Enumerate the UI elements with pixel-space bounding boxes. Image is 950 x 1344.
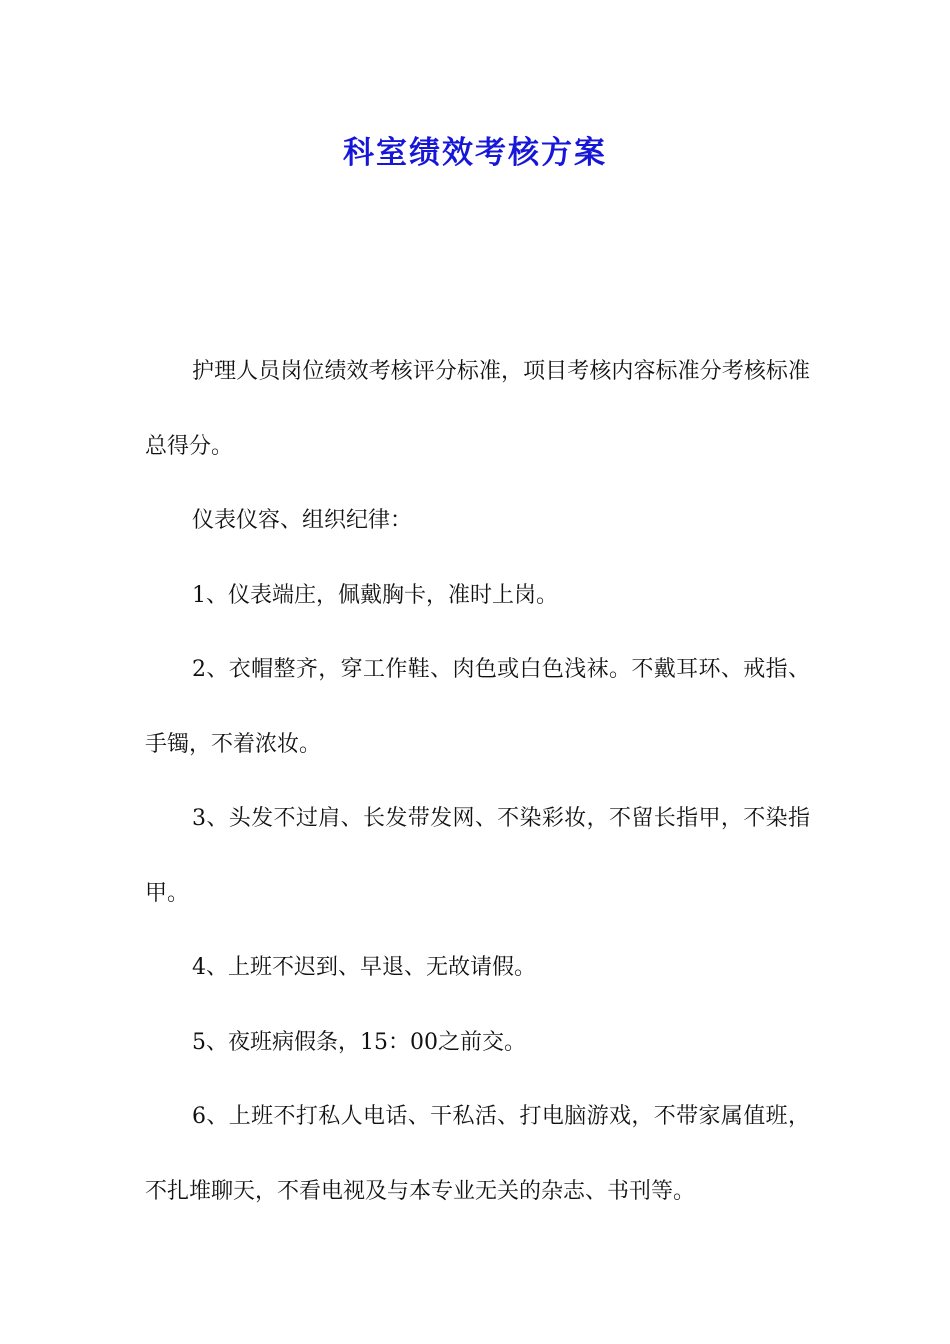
paragraph-item-2: 2、衣帽整齐，穿工作鞋、肉色或白色浅袜。不戴耳环、戒指、手镯，不着浓妆。	[145, 657, 810, 757]
paragraph-item-4: 4、上班不迟到、早退、无故请假。	[192, 955, 536, 980]
paragraph-item-5: 5、夜班病假条，15：00之前交。	[192, 1029, 526, 1055]
paragraph-section-heading: 仪表仪容、组织纪律：	[192, 508, 413, 533]
paragraph-item-3: 3、头发不过肩、长发带发网、不染彩妆，不留长指甲，不染指甲。	[145, 806, 810, 906]
document-title: 科室绩效考核方案	[343, 135, 607, 171]
paragraph-item-6: 6、上班不打私人电话、干私活、打电脑游戏，不带家属值班，不扎堆聊天，不看电视及与本专业无关的杂志、书刊等。	[145, 1104, 810, 1204]
paragraph-item-1: 1、仪表端庄，佩戴胸卡，准时上岗。	[192, 582, 558, 608]
document-body	[145, 335, 810, 1229]
paragraph-intro: 护理人员岗位绩效考核评分标准，项目考核内容标准分考核标准总得分。	[145, 359, 810, 459]
